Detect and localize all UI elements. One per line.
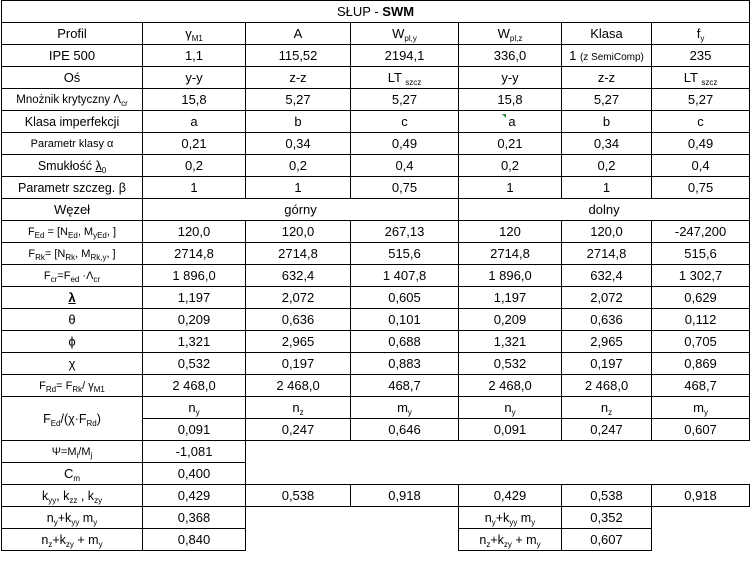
table-cell: 0,429 — [143, 485, 246, 507]
profile-wplz: 336,0 — [459, 45, 562, 67]
table-cell: 0,49 — [351, 133, 459, 155]
table-cell: 120,0 — [143, 221, 246, 243]
table-cell: 2 468,0 — [143, 375, 246, 397]
table-cell: 0,636 — [246, 309, 351, 331]
table-cell: 2,965 — [246, 331, 351, 353]
frk-row — [2, 243, 750, 265]
table-cell: 2714,8 — [562, 243, 652, 265]
table-cell: 1 896,0 — [459, 265, 562, 287]
table-cell: c — [351, 111, 459, 133]
psi-row — [2, 441, 750, 463]
row-label: $n_y+k_{yy}$ $m_y$ — [2, 507, 143, 529]
header-fy: $f_y$ — [652, 23, 750, 45]
profile-wply: 2194,1 — [351, 45, 459, 67]
table-cell: -247,200 — [652, 221, 750, 243]
row-label: ϕ — [2, 331, 143, 353]
profile-row — [2, 45, 750, 67]
table-cell: 2 468,0 — [562, 375, 652, 397]
row-label: θ — [2, 309, 143, 331]
table-cell: 2 468,0 — [246, 375, 351, 397]
phi-row — [2, 331, 750, 353]
row-label: χ — [2, 353, 143, 375]
table-cell: 2 468,0 — [459, 375, 562, 397]
table-cell: 0,4 — [351, 155, 459, 177]
table-cell: 0,918 — [652, 485, 750, 507]
table-cell: 468,7 — [351, 375, 459, 397]
table-cell: 15,8 — [459, 89, 562, 111]
lambda-cr-row — [2, 89, 750, 111]
fcr-row — [2, 265, 750, 287]
empty-cell — [652, 507, 750, 529]
row-label: $F_{Ed} = [N_{Ed}$, $M_{yEd}$, ] — [2, 221, 143, 243]
table-cell: 0,4 — [652, 155, 750, 177]
table-cell: a — [143, 111, 246, 133]
table-cell: 0,918 — [351, 485, 459, 507]
table-cell: 0,607 — [562, 529, 652, 551]
table-cell: $m_y$ — [652, 397, 750, 419]
table-cell: 120,0 — [246, 221, 351, 243]
profile-name: IPE 500 — [2, 45, 143, 67]
table-cell: 0,2 — [459, 155, 562, 177]
table-cell: b — [562, 111, 652, 133]
table-cell: 1 — [143, 177, 246, 199]
table-cell: 0,532 — [143, 353, 246, 375]
row-label: $k_{yy}$, $k_{zz}$ , $k_{zy}$ — [2, 485, 143, 507]
row-label: Klasa imperfekcji — [2, 111, 143, 133]
chi-row — [2, 353, 750, 375]
table-cell: 0,2 — [143, 155, 246, 177]
table-cell: 0,636 — [562, 309, 652, 331]
table-cell: 120,0 — [562, 221, 652, 243]
fed-row — [2, 221, 750, 243]
sheet-title: SŁUP - SWM — [2, 1, 750, 23]
row-label: Smukłość $\lambda_0$ — [2, 155, 143, 177]
table-cell: $n_z$ — [246, 397, 351, 419]
table-cell: 1 302,7 — [652, 265, 750, 287]
table-cell: z-z — [246, 67, 351, 89]
row-label: $\Psi=M_i/M_j$ — [2, 441, 143, 463]
table-cell: c — [652, 111, 750, 133]
table-cell: 0,869 — [652, 353, 750, 375]
table-cell: 1 — [562, 177, 652, 199]
empty-cell — [652, 529, 750, 551]
table-cell: 5,27 — [351, 89, 459, 111]
table-cell: $n_y$ — [143, 397, 246, 419]
table-cell: 0,429 — [459, 485, 562, 507]
table-cell: 2714,8 — [246, 243, 351, 265]
table-cell: 0,646 — [351, 419, 459, 441]
table-cell: 0,091 — [143, 419, 246, 441]
table-cell: 0,34 — [246, 133, 351, 155]
table-cell: 2,072 — [246, 287, 351, 309]
table-cell: LT $_{szcz}$ — [652, 67, 750, 89]
table-cell: y-y — [143, 67, 246, 89]
table-cell: 632,4 — [562, 265, 652, 287]
row-label: $C_m$ — [2, 463, 143, 485]
header-wplz: $W_{pl,z}$ — [459, 23, 562, 45]
node-label: Węzeł — [2, 199, 143, 221]
table-cell: 267,13 — [351, 221, 459, 243]
table-cell: 1 407,8 — [351, 265, 459, 287]
profile-fy: 235 — [652, 45, 750, 67]
empty-cell — [246, 463, 750, 485]
table-cell: 632,4 — [246, 265, 351, 287]
table-cell: 0,197 — [246, 353, 351, 375]
node-top: górny — [143, 199, 459, 221]
table-cell: 0,629 — [652, 287, 750, 309]
header-klasa: Klasa — [562, 23, 652, 45]
table-cell: 0,883 — [351, 353, 459, 375]
header-gamma-m1: $\gamma_{M1}$ — [143, 23, 246, 45]
title-row — [2, 1, 750, 23]
frd-row — [2, 375, 750, 397]
table-cell: 0,21 — [459, 133, 562, 155]
ratio-header-row — [2, 397, 750, 419]
table-cell: 1 — [246, 177, 351, 199]
row-label: $F_{Ed}/(\chi\cdot F_{Rd})$ — [2, 397, 143, 441]
table-cell: 0,352 — [562, 507, 652, 529]
cm-row — [2, 463, 750, 485]
table-cell: 468,7 — [652, 375, 750, 397]
row-label: Parametr klasy α — [2, 133, 143, 155]
profile-gamma: 1,1 — [143, 45, 246, 67]
row-label: Mnożnik krytyczny $\Lambda_{cr}$ — [2, 89, 143, 111]
node-bottom: dolny — [459, 199, 750, 221]
table-cell: $n_z$ — [562, 397, 652, 419]
table-cell: y-y — [459, 67, 562, 89]
table-cell: 0,605 — [351, 287, 459, 309]
table-cell: 0,247 — [246, 419, 351, 441]
table-cell: LT $_{szcz}$ — [351, 67, 459, 89]
table-cell: 1 — [459, 177, 562, 199]
header-area: A — [246, 23, 351, 45]
table-cell: 5,27 — [562, 89, 652, 111]
table-cell: 0,688 — [351, 331, 459, 353]
table-cell: 0,209 — [459, 309, 562, 331]
node-row — [2, 199, 750, 221]
table-cell: 1,197 — [459, 287, 562, 309]
table-cell: 0,112 — [652, 309, 750, 331]
table-cell: 1,197 — [143, 287, 246, 309]
ny-check-row — [2, 507, 750, 529]
table-cell: z-z — [562, 67, 652, 89]
table-cell: $m_y$ — [351, 397, 459, 419]
row-label: $F_{Rk}= [N_{Rk}$, $M_{Rk,y}$, ] — [2, 243, 143, 265]
table-cell: 0,607 — [652, 419, 750, 441]
table-cell: 0,21 — [143, 133, 246, 155]
table-cell: 0,2 — [246, 155, 351, 177]
axes-label: Oś — [2, 67, 143, 89]
row-label: $n_y+k_{yy}$ $m_y$ — [459, 507, 562, 529]
table-cell: 0,705 — [652, 331, 750, 353]
table-cell: 0,538 — [562, 485, 652, 507]
empty-cell — [246, 529, 459, 551]
table-cell: 0,538 — [246, 485, 351, 507]
table-cell: 120 — [459, 221, 562, 243]
table-cell: 2,965 — [562, 331, 652, 353]
table-cell: 1,321 — [143, 331, 246, 353]
table-cell: 1,321 — [459, 331, 562, 353]
table-cell: 0,75 — [652, 177, 750, 199]
imperfection-row — [2, 111, 750, 133]
table-cell: 0,247 — [562, 419, 652, 441]
theta-row — [2, 309, 750, 331]
table-cell: 0,368 — [143, 507, 246, 529]
row-label: $F_{cr}=F_{ed} \cdot\Lambda_{cr}$ — [2, 265, 143, 287]
header-profil: Profil — [2, 23, 143, 45]
table-cell: $n_y$ — [459, 397, 562, 419]
table-cell: 15,8 — [143, 89, 246, 111]
axes-row — [2, 67, 750, 89]
profile-klasa: 1 (z SemiComp) — [562, 45, 652, 67]
table-cell: 0,400 — [143, 463, 246, 485]
table-cell: 0,2 — [562, 155, 652, 177]
table-cell: 0,34 — [562, 133, 652, 155]
empty-cell — [246, 507, 459, 529]
row-label: $F_{Rd}= F_{Rk}/$ $\gamma_{M1}$ — [2, 375, 143, 397]
row-label: λ — [2, 287, 143, 309]
table-cell: 2714,8 — [459, 243, 562, 265]
table-cell: 5,27 — [652, 89, 750, 111]
lambda0-row — [2, 155, 750, 177]
row-label: Parametr szczeg. β — [2, 177, 143, 199]
header-row — [2, 23, 750, 45]
profile-area: 115,52 — [246, 45, 351, 67]
table-cell: -1,081 — [143, 441, 246, 463]
beta-row — [2, 177, 750, 199]
table-cell: 515,6 — [351, 243, 459, 265]
table-cell: 2714,8 — [143, 243, 246, 265]
row-label: $n_z+k_{zy} + m_y$ — [2, 529, 143, 551]
table-cell: 0,840 — [143, 529, 246, 551]
k-row — [2, 485, 750, 507]
table-cell: b — [246, 111, 351, 133]
swm-column-table — [1, 0, 750, 551]
row-label: $n_z+k_{zy} + m_y$ — [459, 529, 562, 551]
table-cell: 0,532 — [459, 353, 562, 375]
table-cell: 0,75 — [351, 177, 459, 199]
table-cell: 5,27 — [246, 89, 351, 111]
table-cell: 1 896,0 — [143, 265, 246, 287]
cell-marker-icon — [502, 114, 506, 118]
empty-cell — [246, 441, 750, 463]
nz-check-row — [2, 529, 750, 551]
table-cell: 0,101 — [351, 309, 459, 331]
table-cell: a — [459, 111, 562, 133]
table-cell: 0,49 — [652, 133, 750, 155]
table-cell: 0,197 — [562, 353, 652, 375]
table-cell: 0,209 — [143, 309, 246, 331]
lambda-row — [2, 287, 750, 309]
table-cell: 0,091 — [459, 419, 562, 441]
table-cell: 515,6 — [652, 243, 750, 265]
table-cell: 2,072 — [562, 287, 652, 309]
alpha-row — [2, 133, 750, 155]
header-wply: $W_{pl,y}$ — [351, 23, 459, 45]
